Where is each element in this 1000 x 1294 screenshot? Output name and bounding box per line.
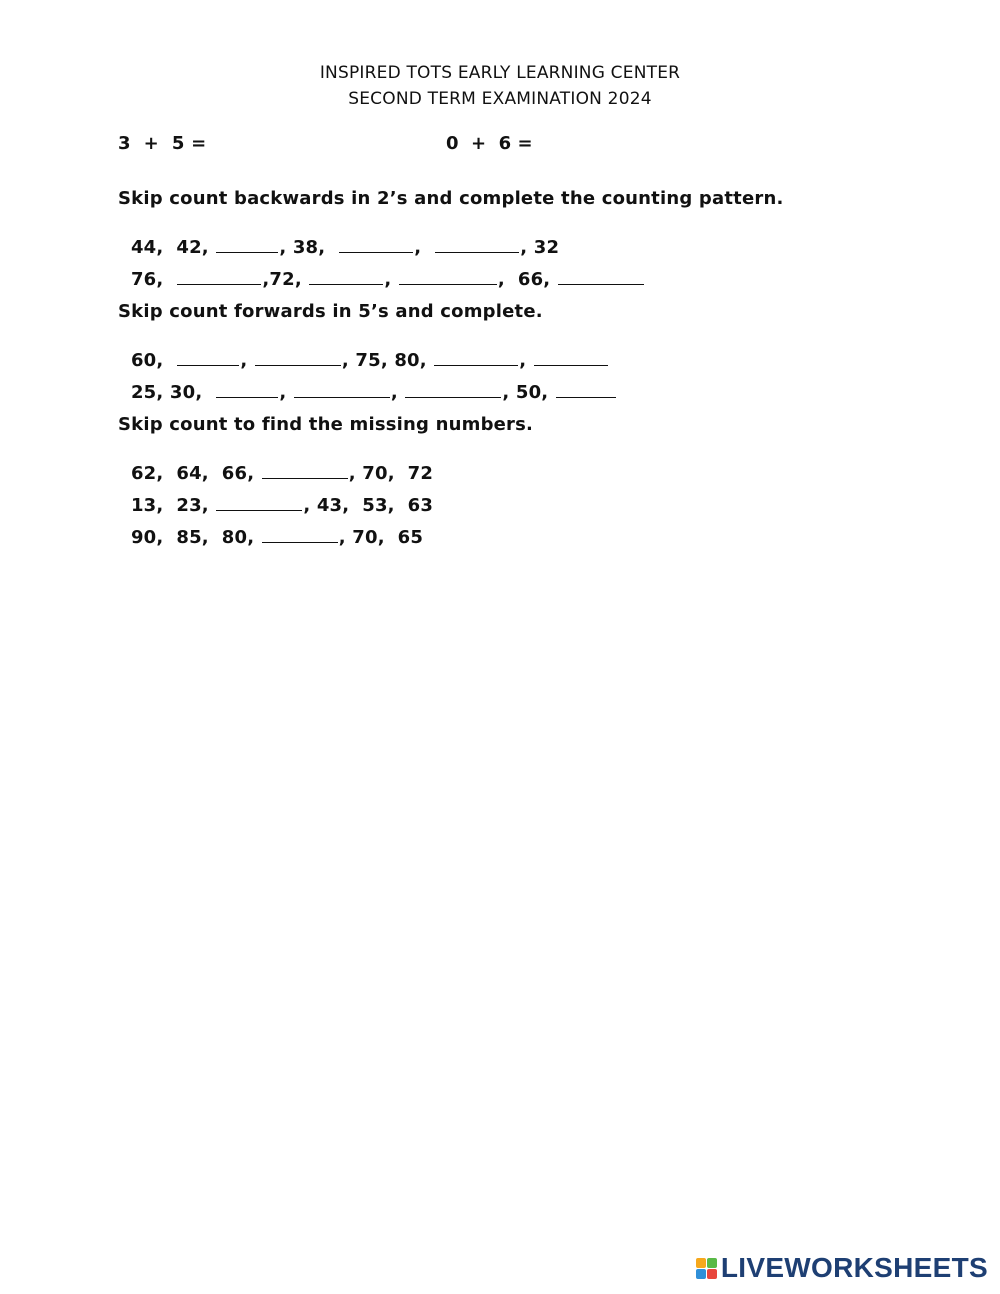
answer-blank[interactable] (177, 268, 261, 285)
answer-blank[interactable] (556, 381, 616, 398)
answer-blank[interactable] (294, 381, 390, 398)
section-1-title: Skip count backwards in 2’s and complete the counting pattern. (118, 188, 784, 209)
logo-square (707, 1258, 717, 1268)
text-part: 13, 23, (130, 495, 216, 516)
section-3-row-3 (118, 505, 423, 548)
text-part: 60, (130, 350, 177, 371)
text-part: , (519, 350, 533, 371)
text-part: , 75, 80, (341, 350, 434, 371)
answer-blank[interactable] (309, 268, 383, 285)
liveworksheets-logo (696, 1252, 988, 1284)
text-part: , 50, (502, 382, 555, 403)
exam-title: SECOND TERM EXAMINATION 2024 (348, 89, 652, 109)
text-part: , (279, 382, 293, 403)
section-2-title: Skip count forwards in 5’s and complete. (118, 301, 543, 322)
logo-square (696, 1258, 706, 1268)
school-name: INSPIRED TOTS EARLY LEARNING CENTER (319, 63, 681, 83)
answer-blank[interactable] (405, 381, 501, 398)
text-part: 62, 64, 66, (130, 463, 261, 484)
text-part: , 32 (520, 237, 560, 258)
text-part: 76, (130, 269, 177, 290)
answer-blank[interactable] (558, 268, 644, 285)
section-2-row-2 (118, 360, 617, 403)
text-part: , 66, (497, 269, 557, 290)
text-part: , 43, 53, 63 (303, 495, 434, 516)
section-1-row-2 (118, 247, 645, 290)
sum-0-plus-6: 0 + 6 = (446, 133, 533, 154)
text-part: , 38, (279, 237, 339, 258)
logo-square (696, 1269, 706, 1279)
text-part: , (384, 269, 398, 290)
text-part: 90, 85, 80, (130, 527, 261, 548)
sum-3-plus-5: 3 + 5 = (118, 133, 207, 154)
answer-blank[interactable] (262, 526, 338, 543)
text-part: , 70, 72 (348, 463, 434, 484)
logo-squares-icon (696, 1258, 717, 1279)
text-part: 25, 30, (130, 382, 216, 403)
answer-blank[interactable] (216, 381, 278, 398)
section-3-title: Skip count to find the missing numbers. (118, 414, 534, 435)
text-part: , (414, 237, 435, 258)
logo-square (707, 1269, 717, 1279)
answer-blank[interactable] (399, 268, 497, 285)
worksheet-header (0, 60, 1000, 112)
text-part: , (240, 350, 254, 371)
text-part: 44, 42, (130, 237, 216, 258)
text-part: , (390, 382, 405, 403)
logo-text: LIVEWORKSHEETS (720, 1252, 988, 1283)
text-part: ,72, (262, 269, 309, 290)
text-part: , 70, 65 (338, 527, 424, 548)
